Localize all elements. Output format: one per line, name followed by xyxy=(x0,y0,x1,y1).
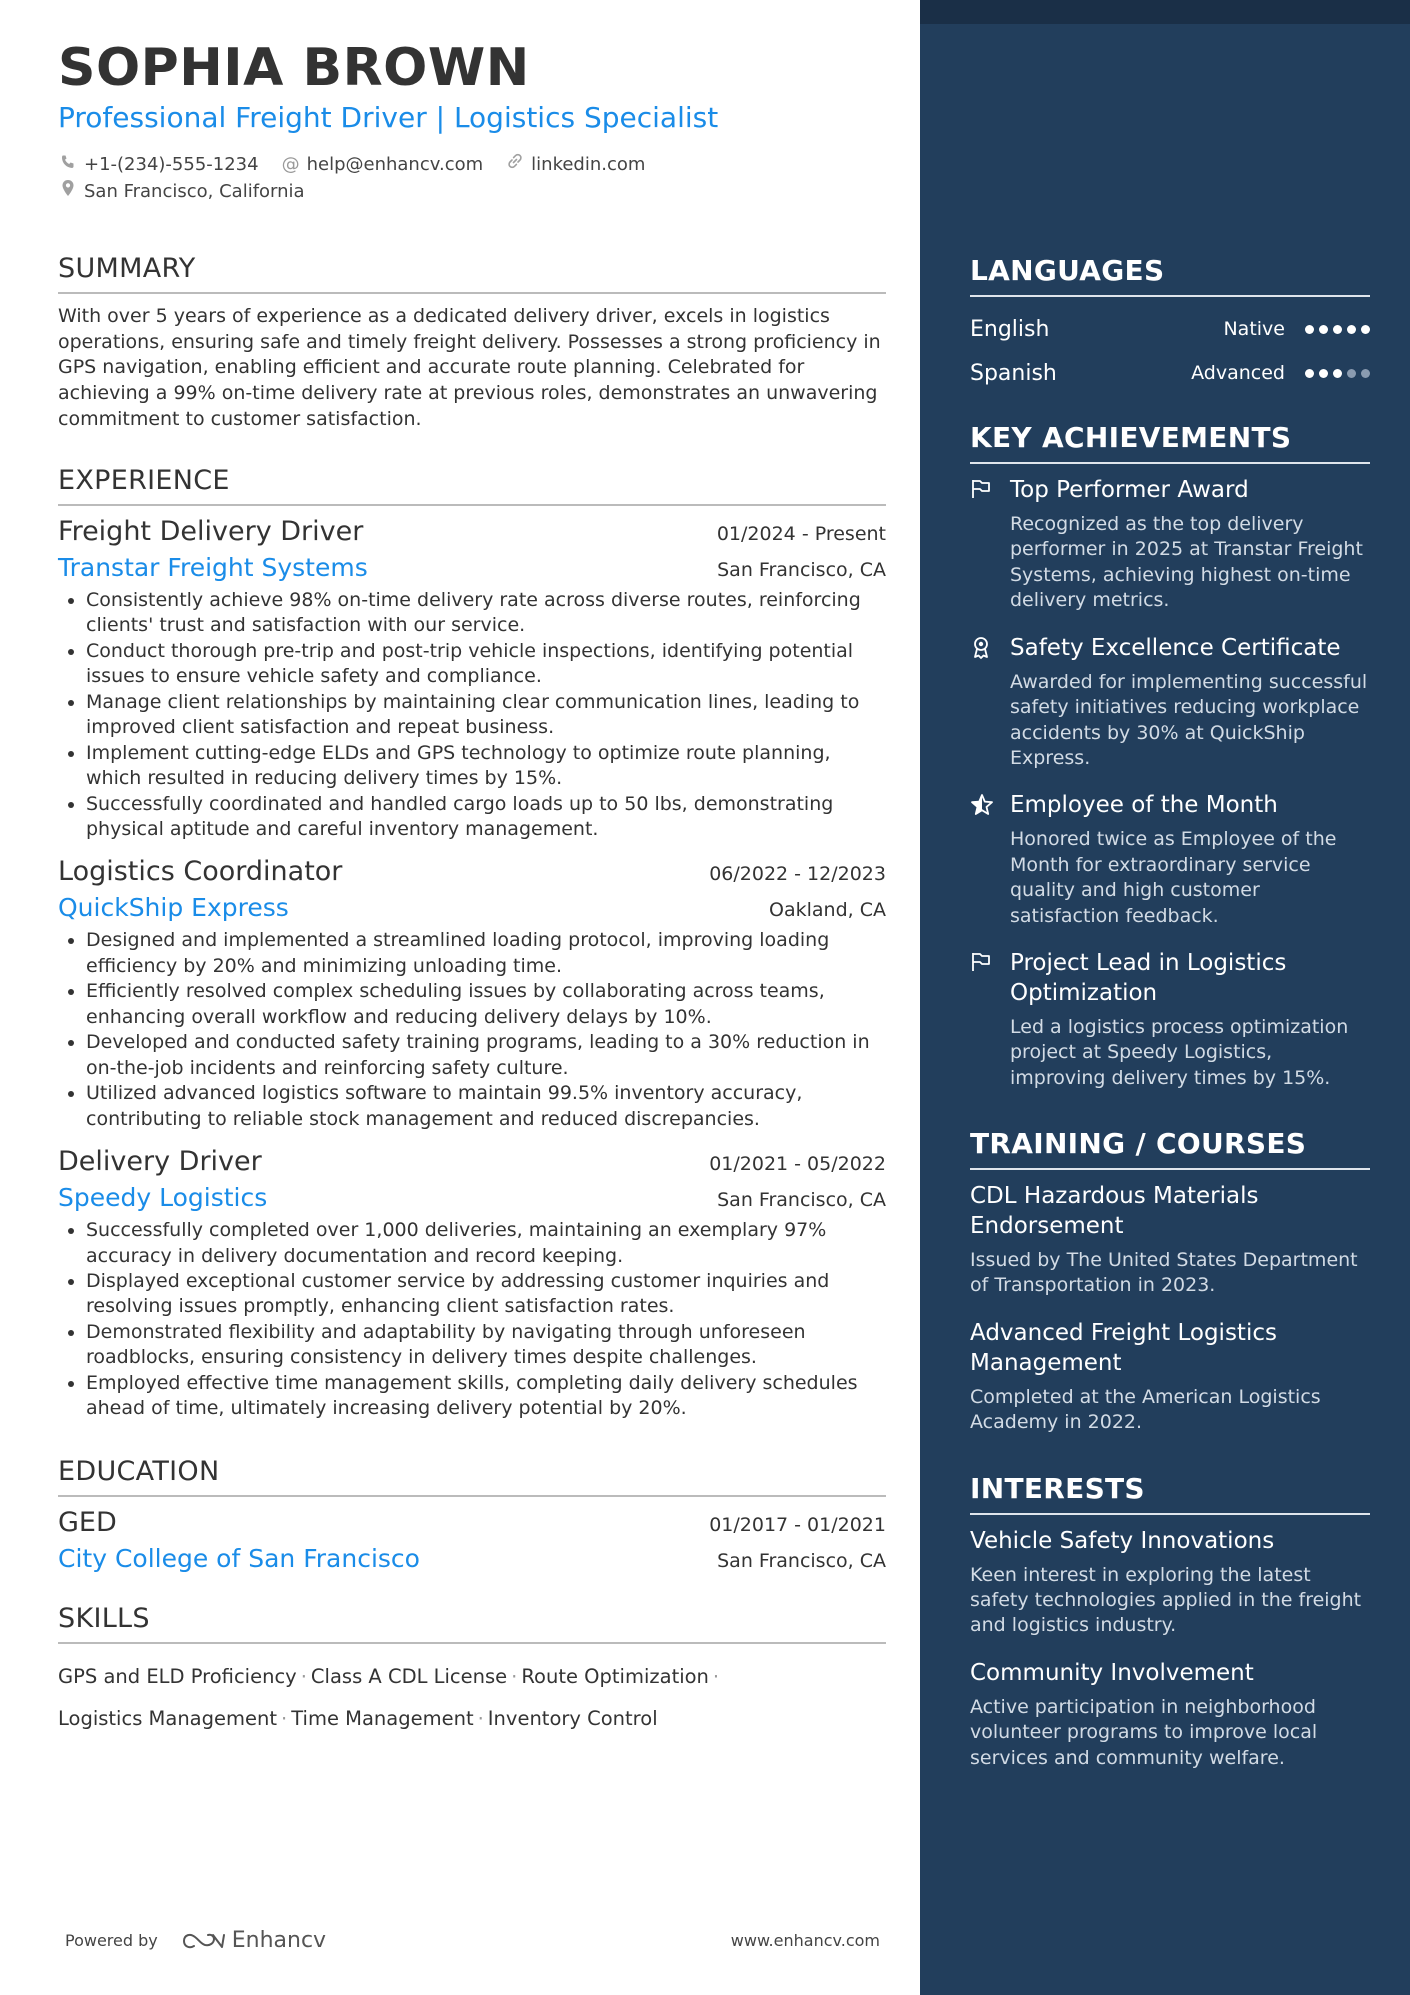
job-bullet: • Successfully coordinated and handled cargo loads up to 50 lbs, demonstrating physical aptitude and careful inventory management. xyxy=(86,792,886,843)
job-bullet: • Implement cutting-edge ELDs and GPS technology to optimize route planning, which resulted in reducing delivery times by 15%. xyxy=(86,741,886,792)
course-item xyxy=(970,1182,1370,1299)
proficiency-dot xyxy=(1333,369,1342,378)
education-section xyxy=(58,1456,886,1573)
job-bullet: • Efficiently resolved complex scheduling issues by collaborating across teams, enhancing overall workflow and reducing delivery delays by 10%. xyxy=(86,979,886,1030)
flag-icon xyxy=(970,949,1010,1091)
enhancv-logo-text: Enhancv xyxy=(231,1928,327,1953)
education-school: City College of San Francisco xyxy=(58,1543,420,1573)
job-bullets xyxy=(58,928,886,1132)
proficiency-dot xyxy=(1333,325,1342,334)
skill-separator: · xyxy=(477,1706,484,1730)
course-title: Advanced Freight Logistics Management xyxy=(970,1319,1277,1376)
award-icon xyxy=(970,634,1010,772)
education-entry xyxy=(58,1507,886,1573)
language-item xyxy=(970,307,1370,351)
training-section xyxy=(970,1127,1370,1435)
sidebar-content xyxy=(970,254,1370,1807)
experience-title: EXPERIENCE xyxy=(58,465,886,506)
at-icon: @ xyxy=(281,153,300,175)
job-title: Delivery Driver xyxy=(58,1146,262,1178)
achievement-item xyxy=(970,949,1370,1091)
skills-section xyxy=(58,1603,886,1740)
job-bullet: • Employed effective time management skills, completing daily delivery schedules ahead of time, ultimately increasing delivery potential by 20%. xyxy=(86,1371,886,1422)
job-location: Oakland, CA xyxy=(769,899,886,922)
job-company: QuickShip Express xyxy=(58,893,289,923)
proficiency-dot xyxy=(1319,369,1328,378)
enhancv-logo[interactable] xyxy=(180,1928,326,1953)
job-bullet: • Successfully completed over 1,000 deliveries, maintaining an exemplary 97% accuracy in delivery documentation and record keeping. xyxy=(86,1218,886,1269)
job-bullet: • Displayed exceptional customer service by addressing customer inquiries and resolving issues promptly, enhancing client satisfaction rates. xyxy=(86,1269,886,1320)
education-location: San Francisco, CA xyxy=(717,1549,886,1572)
skills-list xyxy=(58,1656,886,1740)
sidebar xyxy=(920,0,1410,1995)
language-item xyxy=(970,351,1370,395)
contact-email[interactable] xyxy=(281,151,484,178)
job-dates: 06/2022 - 12/2023 xyxy=(709,863,886,886)
job-bullet: • Demonstrated flexibility and adaptability by navigating through unforeseen roadblocks, ensuring consistency in delivery times despite challenges. xyxy=(86,1320,886,1371)
link-icon xyxy=(505,151,525,178)
job-bullets xyxy=(58,1218,886,1422)
language-level: Advanced xyxy=(1191,362,1285,384)
language-proficiency-dots xyxy=(1305,325,1370,334)
footer xyxy=(65,1928,880,1953)
languages-title: LANGUAGES xyxy=(970,254,1370,297)
proficiency-dot xyxy=(1361,325,1370,334)
summary-text: With over 5 years of experience as a dedicated delivery driver, excels in logistics operations, ensuring safe and timely freight delivery. Possesses a strong proficiency in GPS navigation, enabling efficient and accurate route planning. Celebrated for achieving a 99% on-time delivery rate at previous roles, demonstrates an unwavering commitment to customer satisfaction. xyxy=(58,304,881,431)
job-bullet: • Designed and implemented a streamlined loading protocol, improving loading efficiency by 20% and minimizing unloading time. xyxy=(86,928,886,979)
achievement-title: Project Lead in Logistics Optimization xyxy=(1010,950,1287,1006)
achievement-title: Employee of the Month xyxy=(1010,792,1278,819)
job-bullet: • Developed and conducted safety training programs, leading to a 30% reduction in on-the-job incidents and reinforcing safety culture. xyxy=(86,1030,886,1081)
contact-info xyxy=(58,151,886,205)
interest-item xyxy=(970,1527,1370,1639)
course-title: CDL Hazardous Materials Endorsement xyxy=(970,1183,1259,1240)
experience-section xyxy=(58,465,886,1422)
achievement-description: Led a logistics process optimization project at Speedy Logistics, improving delivery times by 15%. xyxy=(1010,1015,1349,1089)
skill-item: Time Management xyxy=(291,1706,474,1730)
job-dates: 01/2021 - 05/2022 xyxy=(709,1153,886,1176)
job-bullet: • Utilized advanced logistics software to maintain 99.5% inventory accuracy, contributing to reliable stock management and reduced discrepancies. xyxy=(86,1081,886,1132)
job-bullet: • Manage client relationships by maintaining clear communication lines, leading to improved client satisfaction and repeat business. xyxy=(86,690,886,741)
job-entry xyxy=(58,516,886,843)
education-degree: GED xyxy=(58,1506,117,1538)
achievement-item xyxy=(970,476,1370,614)
job-company: Transtar Freight Systems xyxy=(58,552,368,582)
achievement-description: Honored twice as Employee of the Month for extraordinary service quality and high customer satisfaction feedback. xyxy=(1010,828,1337,927)
interest-title: Community Involvement xyxy=(970,1659,1254,1686)
interest-description: Active participation in neighborhood volunteer programs to improve local services and community welfare. xyxy=(970,1695,1318,1769)
achievement-title: Top Performer Award xyxy=(1010,477,1249,503)
interests-title: INTERESTS xyxy=(970,1472,1370,1515)
phone-icon xyxy=(58,151,78,178)
skill-item: Inventory Control xyxy=(487,1706,658,1730)
skill-item: GPS and ELD Proficiency xyxy=(58,1664,297,1688)
course-item xyxy=(970,1319,1370,1436)
training-title: TRAINING / COURSES xyxy=(970,1127,1370,1170)
location-text: San Francisco, California xyxy=(84,180,305,202)
job-entry xyxy=(58,856,886,1132)
job-dates: 01/2024 - Present xyxy=(716,522,886,545)
achievement-item xyxy=(970,634,1370,772)
job-location: San Francisco, CA xyxy=(717,1189,886,1212)
education-title: EDUCATION xyxy=(58,1456,886,1497)
location-pin-icon xyxy=(58,178,78,205)
footer-website[interactable]: www.enhancv.com xyxy=(730,1931,880,1950)
interest-item xyxy=(970,1659,1370,1771)
contact-link[interactable] xyxy=(505,151,645,178)
job-bullets xyxy=(58,588,886,843)
proficiency-dot xyxy=(1347,325,1356,334)
candidate-name: SOPHIA BROWN xyxy=(58,38,530,98)
interests-section xyxy=(970,1472,1370,1772)
course-description: Completed at the American Logistics Academy in 2022. xyxy=(970,1385,1321,1434)
proficiency-dot xyxy=(1319,325,1328,334)
languages-section xyxy=(970,254,1370,395)
star-icon xyxy=(970,791,1010,929)
achievement-item xyxy=(970,791,1370,929)
candidate-tagline: Professional Freight Driver | Logistics Specialist xyxy=(58,101,719,135)
job-title: Freight Delivery Driver xyxy=(58,515,364,547)
link-text: linkedin.com xyxy=(531,153,646,175)
skill-separator: · xyxy=(511,1664,518,1688)
skills-title: SKILLS xyxy=(58,1603,886,1644)
language-proficiency-dots xyxy=(1305,369,1370,378)
job-bullet: • Consistently achieve 98% on-time delivery rate across diverse routes, reinforcing clients' trust and satisfaction with our service. xyxy=(86,588,886,639)
skill-item: Route Optimization xyxy=(521,1664,709,1688)
achievements-title: KEY ACHIEVEMENTS xyxy=(970,421,1370,464)
language-name: Spanish xyxy=(970,360,1057,386)
skill-item: Logistics Management xyxy=(58,1706,278,1730)
proficiency-dot xyxy=(1305,325,1314,334)
email-text: help@enhancv.com xyxy=(306,153,484,175)
skill-separator: · xyxy=(281,1706,288,1730)
flag-icon xyxy=(970,476,1010,614)
powered-by-label: Powered by xyxy=(65,1931,158,1950)
footer-brand xyxy=(65,1928,326,1953)
enhancv-logo-icon xyxy=(180,1930,226,1952)
education-dates: 01/2017 - 01/2021 xyxy=(709,1513,886,1536)
job-entry xyxy=(58,1146,886,1422)
interest-title: Vehicle Safety Innovations xyxy=(970,1527,1275,1554)
proficiency-dot xyxy=(1347,369,1356,378)
summary-title: SUMMARY xyxy=(58,253,886,294)
contact-location xyxy=(58,178,305,205)
proficiency-dot xyxy=(1305,369,1314,378)
skill-separator: · xyxy=(712,1664,720,1688)
achievements-section xyxy=(970,421,1370,1091)
job-location: San Francisco, CA xyxy=(717,558,886,581)
sidebar-top-bar xyxy=(920,0,1410,24)
job-title: Logistics Coordinator xyxy=(58,856,343,888)
achievement-title: Safety Excellence Certificate xyxy=(1010,634,1341,661)
summary-section xyxy=(58,253,886,433)
language-level: Native xyxy=(1223,318,1285,340)
achievement-description: Awarded for implementing successful safety initiatives reducing workplace accidents by 30% at QuickShip Express. xyxy=(1010,670,1368,769)
language-name: English xyxy=(970,316,1050,342)
job-company: Speedy Logistics xyxy=(58,1183,268,1213)
contact-phone[interactable] xyxy=(58,151,259,178)
skill-separator: · xyxy=(300,1664,307,1688)
proficiency-dot xyxy=(1361,369,1370,378)
phone-text: +1-(234)-555-1234 xyxy=(84,153,259,175)
main-column xyxy=(58,40,886,1740)
job-bullet: • Conduct thorough pre-trip and post-trip vehicle inspections, identifying potential issues to ensure vehicle safety and compliance. xyxy=(86,639,886,690)
achievement-description: Recognized as the top delivery performer in 2025 at Transtar Freight Systems, achieving highest on-time delivery metrics. xyxy=(1010,512,1363,612)
interest-description: Keen interest in exploring the latest safety technologies applied in the freight and logistics industry. xyxy=(970,1563,1362,1637)
course-description: Issued by The United States Department of Transportation in 2023. xyxy=(970,1249,1358,1297)
skill-item: Class A CDL License xyxy=(310,1664,508,1688)
